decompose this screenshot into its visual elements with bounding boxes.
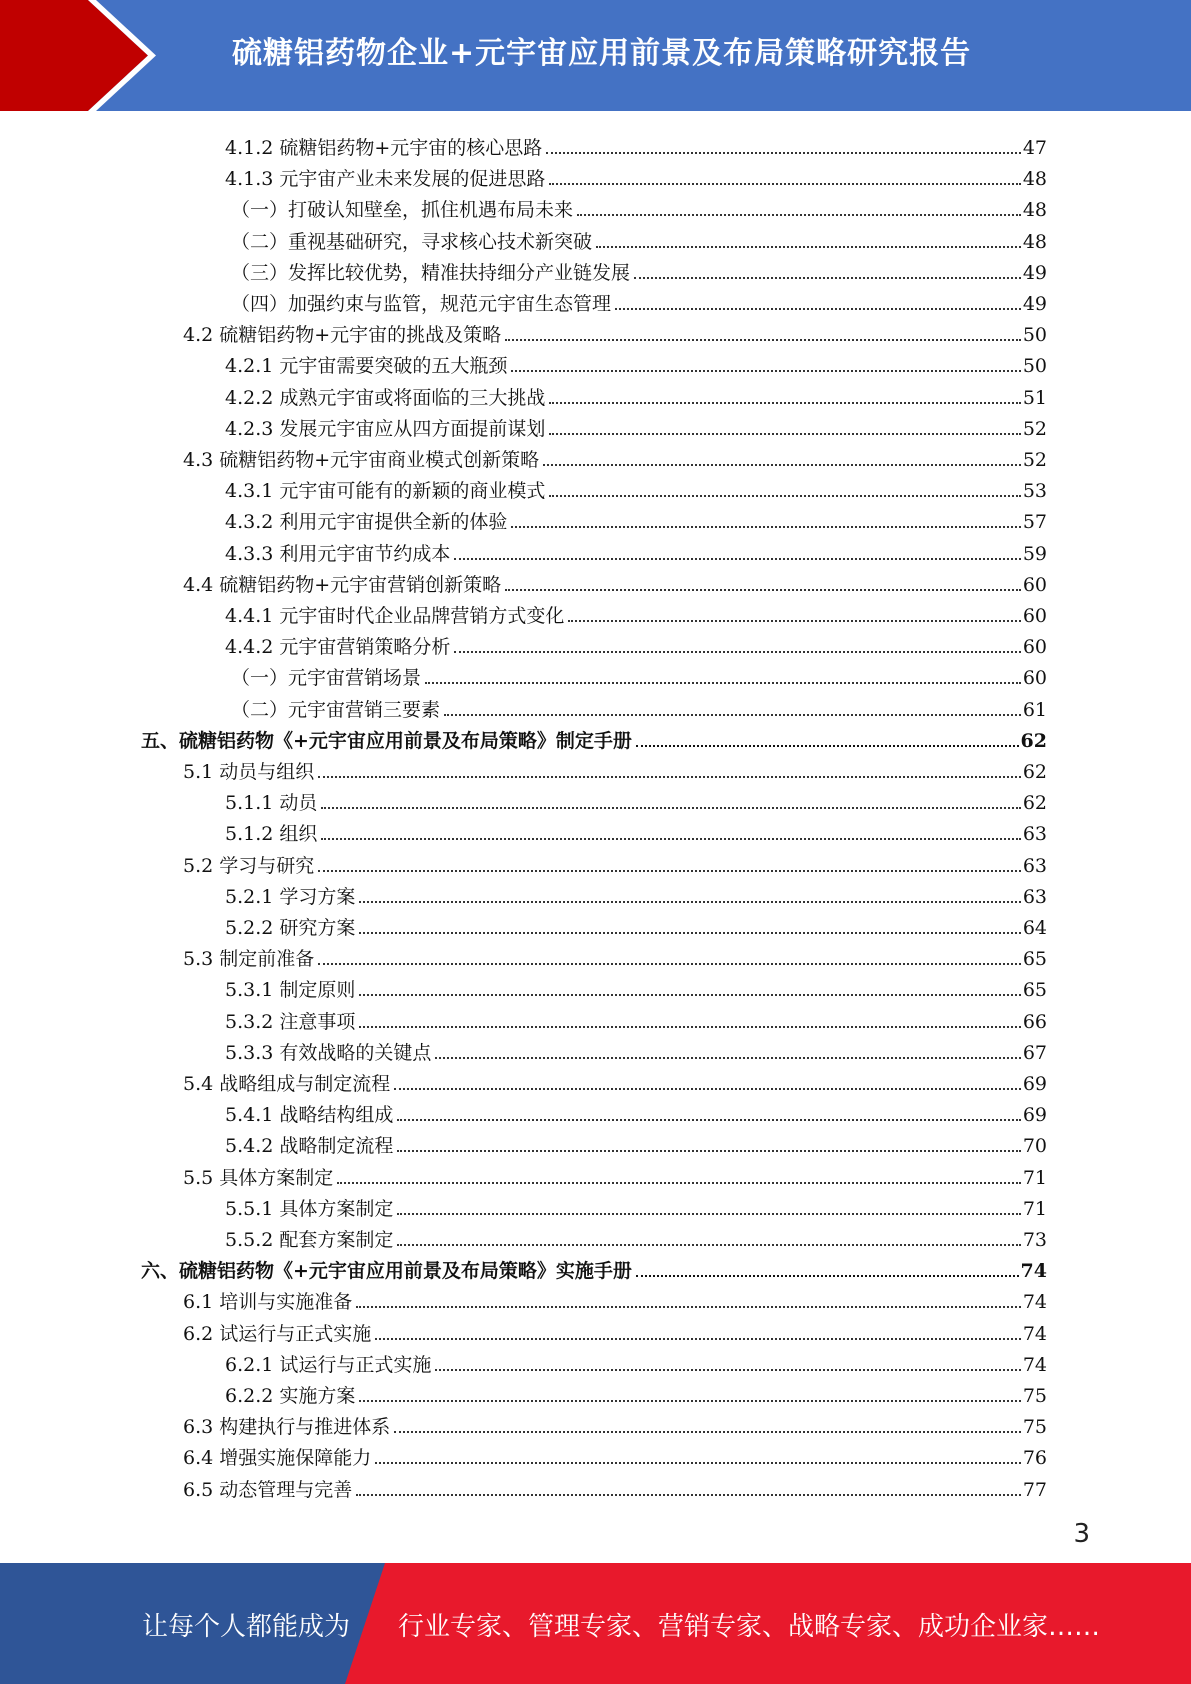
toc-entry[interactable] [0, 721, 1191, 752]
toc-dot-leader [397, 1119, 1020, 1121]
toc-dot-leader [549, 402, 1020, 404]
toc-dot-leader [359, 1026, 1020, 1028]
toc-entry-page: 69 [1022, 1104, 1047, 1127]
toc-dot-leader [318, 776, 1021, 778]
toc-entry-page: 52 [1022, 417, 1047, 440]
toc-entry-page: 60 [1022, 636, 1047, 659]
toc-entry[interactable] [0, 1033, 1191, 1064]
toc-dot-leader [634, 277, 1021, 279]
toc-dot-leader [543, 464, 1021, 466]
toc-entry-page: 75 [1022, 1416, 1047, 1439]
toc-dot-leader [397, 1244, 1020, 1246]
toc-dot-leader [636, 745, 1019, 747]
toc-entry[interactable] [0, 1345, 1191, 1376]
toc-entry-page: 62 [1022, 761, 1047, 783]
toc-dot-leader [425, 682, 1021, 684]
toc-entry-page: 74 [1022, 1322, 1047, 1345]
toc-dot-leader [549, 495, 1020, 497]
toc-entry-title: 4.1.2 硫糖铝药物+元宇宙的核心思路 [225, 137, 543, 159]
toc-entry[interactable] [0, 814, 1191, 845]
toc-entry-page: 52 [1022, 449, 1047, 471]
toc-dot-leader [318, 963, 1021, 965]
toc-entry-page: 71 [1022, 1166, 1047, 1189]
toc-dot-leader [505, 589, 1021, 591]
toc-entry-title: 4.4.1 元宇宙时代企业品牌营销方式变化 [225, 605, 565, 627]
toc-entry-page: 71 [1022, 1197, 1047, 1220]
toc-entry-title: 6.4 增强实施保障能力 [183, 1447, 372, 1470]
toc-entry[interactable] [0, 1314, 1191, 1345]
toc-entry-page: 66 [1022, 1010, 1047, 1033]
toc-entry[interactable] [0, 1376, 1191, 1407]
toc-entry[interactable] [0, 190, 1191, 221]
toc-entry-page: 61 [1022, 698, 1047, 721]
toc-entry[interactable] [0, 284, 1191, 315]
toc-dot-leader [454, 558, 1020, 560]
toc-entry-title: 5.4 战略组成与制定流程 [183, 1073, 391, 1095]
toc-entry-title: 5.2.1 学习方案 [225, 885, 356, 908]
toc-entry-title: 4.3.3 利用元宇宙节约成本 [225, 542, 451, 565]
toc-entry-page: 49 [1022, 293, 1047, 315]
toc-entry[interactable] [0, 1282, 1191, 1313]
red-chevron-icon [0, 0, 160, 111]
toc-dot-leader [549, 183, 1020, 185]
toc-dot-leader [321, 838, 1020, 840]
toc-entry-page: 69 [1022, 1073, 1047, 1095]
toc-entry[interactable] [0, 502, 1191, 533]
toc-entry[interactable] [0, 846, 1191, 877]
toc-entry-page: 63 [1022, 854, 1047, 877]
toc-entry-page: 62 [1022, 792, 1047, 815]
toc-dot-leader [546, 152, 1021, 154]
toc-dot-leader [356, 1306, 1021, 1308]
toc-dot-leader [435, 1369, 1020, 1371]
toc-entry-page: 60 [1022, 573, 1047, 596]
toc-entry-title: 6.5 动态管理与完善 [183, 1478, 353, 1501]
toc-entry-title: 5.3 制定前准备 [183, 948, 315, 971]
toc-entry-page: 70 [1022, 1135, 1047, 1158]
toc-entry-title: （三）发挥比较优势，精准扶持细分产业链发展 [231, 261, 631, 284]
toc-dot-leader [454, 651, 1020, 653]
footer-slogan-right: 行业专家、管理专家、营销专家、战略专家、成功企业家…… [398, 1612, 1101, 1642]
toc-entry-title: 4.4 硫糖铝药物+元宇宙营销创新策略 [183, 573, 502, 596]
toc-entry[interactable] [0, 970, 1191, 1001]
toc-entry-title: 4.2.1 元宇宙需要突破的五大瓶颈 [225, 355, 508, 378]
toc-entry-page: 57 [1022, 511, 1047, 534]
toc-entry-page: 51 [1022, 386, 1047, 409]
toc-entry-title: 5.3.3 有效战略的关键点 [225, 1041, 432, 1064]
toc-entry-page: 65 [1022, 979, 1047, 1002]
toc-entry-page: 48 [1022, 168, 1047, 191]
toc-entry[interactable] [0, 752, 1191, 783]
toc-dot-leader [549, 433, 1020, 435]
toc-entry-title: 5.1.1 动员 [225, 792, 318, 815]
toc-dot-leader [511, 526, 1020, 528]
toc-entry[interactable] [0, 409, 1191, 440]
toc-dot-leader [359, 932, 1020, 934]
toc-dot-leader [375, 1338, 1021, 1340]
toc-entry-page: 50 [1022, 324, 1047, 347]
toc-entry-title: 6.1 培训与实施准备 [183, 1291, 353, 1314]
footer-banner [0, 1563, 1191, 1684]
toc-entry[interactable] [0, 222, 1191, 253]
toc-entry-page: 74 [1022, 1291, 1047, 1314]
toc-entry-title: 4.3 硫糖铝药物+元宇宙商业模式创新策略 [183, 449, 540, 471]
toc-entry-title: 5.4.1 战略结构组成 [225, 1104, 394, 1127]
toc-entry[interactable] [0, 440, 1191, 471]
toc-entry-title: 5.3.1 制定原则 [225, 979, 356, 1002]
toc-dot-leader [397, 1150, 1020, 1152]
toc-entry[interactable] [0, 877, 1191, 908]
toc-dot-leader [636, 1275, 1019, 1277]
page-number: 3 [1073, 1519, 1090, 1549]
toc-dot-leader [321, 807, 1020, 809]
toc-entry-title: 4.3.1 元宇宙可能有的新颖的商业模式 [225, 480, 546, 503]
toc-dot-leader [337, 1182, 1021, 1184]
toc-entry-title: 6.2.1 试运行与正式实施 [225, 1353, 432, 1376]
toc-entry[interactable] [0, 346, 1191, 377]
toc-entry[interactable] [0, 534, 1191, 565]
toc-entry-title: 4.1.3 元宇宙产业未来发展的促进思路 [225, 168, 546, 191]
toc-entry[interactable] [0, 908, 1191, 939]
toc-entry[interactable] [0, 315, 1191, 346]
toc-entry-title: 6.2.2 实施方案 [225, 1385, 356, 1407]
toc-entry[interactable] [0, 1002, 1191, 1033]
toc-entry-page: 76 [1022, 1447, 1047, 1470]
toc-entry[interactable] [0, 939, 1191, 970]
toc-entry-title: 6.2 试运行与正式实施 [183, 1322, 372, 1345]
toc-entry-title: 5.5.1 具体方案制定 [225, 1197, 394, 1220]
footer-slogan-left: 让每个人都能成为 [142, 1612, 351, 1642]
toc-entry-page: 49 [1022, 261, 1047, 284]
toc-entry-page: 63 [1022, 885, 1047, 908]
toc-entry-page: 60 [1022, 667, 1047, 690]
toc-dot-leader [435, 1057, 1020, 1059]
toc-entry[interactable] [0, 1438, 1191, 1469]
toc-entry[interactable] [0, 1470, 1191, 1501]
toc-entry-title: 6.3 构建执行与推进体系 [183, 1416, 391, 1439]
toc-entry-title: 5.1 动员与组织 [183, 761, 315, 783]
toc-entry[interactable] [0, 690, 1191, 721]
toc-dot-leader [356, 1494, 1021, 1496]
toc-entry-page: 60 [1022, 605, 1047, 627]
toc-dot-leader [359, 1400, 1020, 1402]
toc-entry-page: 74 [1020, 1260, 1047, 1283]
toc-entry[interactable] [0, 378, 1191, 409]
toc-dot-leader [505, 339, 1021, 341]
toc-entry-title: （一）元宇宙营销场景 [231, 667, 422, 690]
toc-entry-page: 65 [1022, 948, 1047, 971]
toc-entry-title: 5.5.2 配套方案制定 [225, 1229, 394, 1251]
toc-entry-page: 62 [1020, 729, 1047, 752]
toc-entry-page: 53 [1022, 480, 1047, 503]
toc-dot-leader [318, 870, 1021, 872]
toc-entry-title: （一）打破认知壁垒，抓住机遇布局未来 [231, 199, 574, 222]
toc-entry-page: 59 [1022, 542, 1047, 565]
toc-entry[interactable] [0, 471, 1191, 502]
toc-entry[interactable] [0, 253, 1191, 284]
toc-dot-leader [394, 1431, 1021, 1433]
toc-entry-title: （四）加强约束与监管，规范元宇宙生态管理 [231, 293, 612, 315]
toc-entry[interactable] [0, 1126, 1191, 1157]
toc-entry-page: 48 [1022, 230, 1047, 253]
toc-dot-leader [568, 620, 1020, 622]
toc-entry[interactable] [0, 128, 1191, 159]
toc-dot-leader [577, 214, 1021, 216]
toc-dot-leader [375, 1462, 1021, 1464]
toc-entry-page: 77 [1022, 1478, 1047, 1501]
toc-dot-leader [596, 246, 1021, 248]
toc-dot-leader [615, 308, 1021, 310]
toc-entry[interactable] [0, 1189, 1191, 1220]
toc-entry[interactable] [0, 565, 1191, 596]
toc-entry-title: 4.2 硫糖铝药物+元宇宙的挑战及策略 [183, 324, 502, 347]
toc-entry[interactable] [0, 159, 1191, 190]
toc-entry-title: 4.2.2 成熟元宇宙或将面临的三大挑战 [225, 386, 546, 409]
toc-entry-title: 4.4.2 元宇宙营销策略分析 [225, 636, 451, 659]
toc-entry[interactable] [0, 1064, 1191, 1095]
toc-entry-page: 67 [1022, 1041, 1047, 1064]
toc-entry[interactable] [0, 596, 1191, 627]
toc-dot-leader [511, 370, 1020, 372]
toc-entry[interactable] [0, 1158, 1191, 1189]
toc-entry-page: 50 [1022, 355, 1047, 378]
toc-dot-leader [397, 1213, 1020, 1215]
toc-entry-title: 5.3.2 注意事项 [225, 1010, 356, 1033]
toc-entry-page: 74 [1022, 1353, 1047, 1376]
toc-dot-leader [359, 994, 1020, 996]
toc-entry[interactable] [0, 627, 1191, 658]
toc-entry-page: 47 [1022, 137, 1047, 159]
toc-entry-title: 5.2 学习与研究 [183, 854, 315, 877]
toc-entry-title: （二）重视基础研究，寻求核心技术新突破 [231, 230, 593, 253]
toc-entry[interactable] [0, 1095, 1191, 1126]
toc-entry-title: 4.3.2 利用元宇宙提供全新的体验 [225, 511, 508, 534]
toc-entry-page: 73 [1022, 1229, 1047, 1251]
toc-entry[interactable] [0, 783, 1191, 814]
toc-dot-leader [444, 714, 1021, 716]
toc-entry[interactable] [0, 1251, 1191, 1282]
toc-entry-page: 75 [1022, 1385, 1047, 1407]
toc-entry[interactable] [0, 658, 1191, 689]
toc-entry-page: 48 [1022, 199, 1047, 222]
toc-entry-title: 5.1.2 组织 [225, 823, 318, 846]
toc-entry-title: 4.2.3 发展元宇宙应从四方面提前谋划 [225, 417, 546, 440]
toc-entry-title: 五、硫糖铝药物《+元宇宙应用前景及布局策略》制定手册 [141, 729, 632, 752]
toc-entry-title: 5.4.2 战略制定流程 [225, 1135, 394, 1158]
toc-dot-leader [394, 1088, 1021, 1090]
toc-entry-title: 六、硫糖铝药物《+元宇宙应用前景及布局策略》实施手册 [141, 1260, 632, 1283]
report-title: 硫糖铝药物企业+元宇宙应用前景及布局策略研究报告 [232, 36, 972, 71]
toc-entry[interactable] [0, 1407, 1191, 1438]
toc-entry-title: 5.5 具体方案制定 [183, 1166, 334, 1189]
toc-entry-page: 63 [1022, 823, 1047, 846]
header-banner [0, 0, 1191, 111]
toc-entry-title: 5.2.2 研究方案 [225, 917, 356, 939]
toc-entry-page: 64 [1022, 917, 1047, 939]
toc-dot-leader [359, 901, 1020, 903]
toc-entry[interactable] [0, 1220, 1191, 1251]
toc-entry-title: （二）元宇宙营销三要素 [231, 698, 441, 721]
